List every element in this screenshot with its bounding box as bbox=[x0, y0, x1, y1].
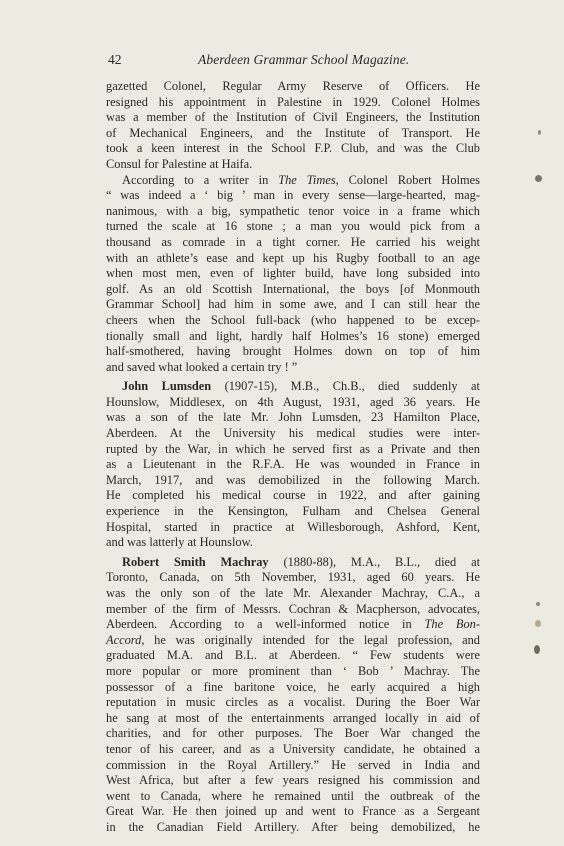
newspaper-title: The Times bbox=[278, 172, 336, 187]
text-line: turned the scale at 16 stone ; a man you would pick from a bbox=[106, 219, 480, 234]
text-line: resigned his appointment in Palestine in 1929. Colonel Holmes bbox=[106, 94, 480, 109]
margin-mark bbox=[535, 620, 541, 627]
margin-mark bbox=[536, 602, 540, 606]
text-line: was a member of the Institution of Civil Engineers, the Institution bbox=[106, 110, 480, 125]
text-line: and saved what looked a certain try ! ” bbox=[106, 359, 298, 374]
text-line: gazetted Colonel, Regular Army Reserve of Officers. He bbox=[106, 79, 480, 93]
text-line: thousand as comrade in a tight corner. He carried his weight bbox=[106, 234, 480, 249]
text-line: Toronto, Canada, on 5th November, 1931, aged 60 years. He bbox=[106, 570, 480, 585]
article-body bbox=[106, 79, 480, 836]
text-line: John Lumsden (1907-15), M.B., Ch.B., died suddenly at bbox=[122, 379, 480, 394]
text-line: According to a writer in The Times, Colonel Robert Holmes bbox=[122, 172, 480, 187]
newspaper-title: Accord bbox=[106, 632, 142, 647]
text-line: Consul for Palestine at Haifa. bbox=[106, 156, 253, 171]
margin-mark bbox=[538, 130, 541, 135]
text-line: and was latterly at Hounslow. bbox=[106, 535, 253, 550]
text-line: graduated M.A. and B.L. at Aberdeen. “ Few students were bbox=[106, 648, 480, 663]
running-head bbox=[108, 50, 488, 70]
text-line: member of the firm of Messrs. Cochran & Macpherson, advocates, bbox=[106, 601, 480, 616]
text-line: experience in the Kensington, Fulham and Chelsea General bbox=[106, 504, 480, 519]
text-line: was a son of the late Mr. John Lumsden, 23 Hamilton Place, bbox=[106, 410, 480, 425]
text-line: he sang at most of the entertainments arranged locally in aid of bbox=[106, 710, 480, 725]
obituary-name: John Lumsden bbox=[122, 379, 212, 394]
text-line: Hounslow, Middlesex, on 4th August, 1931, aged 36 years. He bbox=[106, 394, 480, 409]
text-line: in the Canadian Field Artillery. After being demobilized, he bbox=[106, 819, 480, 834]
text-line: Robert Smith Machray (1880-88), M.A., B.L., died at bbox=[122, 554, 481, 569]
text-line: West Africa, but after a few years resigned his commission and bbox=[106, 773, 480, 788]
text-line: nanimous, with a big, sympathetic tenor voice in a frame which bbox=[106, 203, 480, 218]
text-line: March, 1917, and was demobilized in the following March. bbox=[106, 472, 480, 487]
paragraph-holmes-career bbox=[106, 79, 480, 173]
text-line: rupted by the War, in which he served first as a Private and then bbox=[106, 441, 480, 456]
text-line: “ was indeed a ‘ big ’ man in every sense—large-hearted, mag- bbox=[106, 188, 480, 203]
margin-mark bbox=[535, 175, 542, 182]
text-line: half-smothered, having brought Holmes down on top of him bbox=[106, 344, 480, 359]
text-line: when most men, even of lighter build, have long subsided into bbox=[106, 266, 480, 281]
obituary-name: Robert Smith Machray bbox=[122, 554, 269, 569]
text-line: cheers when the School full-back (who happened to be excep- bbox=[106, 312, 480, 327]
text-line: commission in the Royal Artillery.” He served in India and bbox=[106, 757, 480, 772]
text-line: Hospital, started in practice at Willesborough, Ashford, Kent, bbox=[106, 519, 480, 534]
magazine-title: Aberdeen Grammar School Magazine. bbox=[198, 52, 410, 67]
newspaper-title: The Bon- bbox=[424, 617, 480, 632]
text-line: Accord, he was originally intended for the legal profession, and bbox=[106, 632, 480, 647]
text-line: Aberdeen. At the University his medical studies were inter- bbox=[106, 426, 480, 441]
text-line: took a keen interest in the School F.P. Club, and was the Club bbox=[106, 141, 480, 156]
text-line: was the only son of the late Mr. Alexander Machray, C.A., a bbox=[106, 586, 480, 600]
text-line: Aberdeen. According to a well-informed notice in The Bon- bbox=[106, 617, 480, 632]
text-line: as a Lieutenant in the R.F.A. He was wounded in France in bbox=[106, 457, 480, 472]
text-line: Great War. He then joined up and went to France as a Sergeant bbox=[106, 804, 480, 819]
text-line: more popular or more prominent than ‘ Bob ’ Machray. The bbox=[106, 663, 480, 678]
paragraph-holmes-tribute bbox=[106, 173, 480, 376]
page-number: 42 bbox=[108, 52, 122, 67]
paragraph-machray-obituary bbox=[106, 555, 480, 836]
text-line: possessor of a fine baritone voice, he early acquired a high bbox=[106, 679, 480, 694]
text-line: Grammar School] had him in some awe, and I can still hear the bbox=[106, 297, 480, 312]
text-line: reputation in music circles as a vocalist. During the Boer War bbox=[106, 695, 480, 710]
margin-mark bbox=[534, 645, 540, 654]
text-line: of Mechanical Engineers, and the Institute of Transport. He bbox=[106, 125, 480, 140]
text-line: He completed his medical course in 1922, and after gaining bbox=[106, 488, 480, 503]
paragraph-lumsden-obituary bbox=[106, 379, 480, 551]
text-line: golf. As an old Scottish International, the boys [of Monmouth bbox=[106, 281, 480, 296]
text-line: tionally small and light, hardly half Holmes’s 16 stone) emerged bbox=[106, 328, 480, 343]
text-line: with an athlete’s ease and kept up his Rugby football to an age bbox=[106, 250, 480, 265]
text-line: tenor of his career, and as a University candidate, he obtained a bbox=[106, 741, 480, 756]
text-line: went to Canada, where he remained until the outbreak of the bbox=[106, 788, 480, 803]
text-line: charities, and for other purposes. The Boer War changed the bbox=[106, 726, 480, 741]
